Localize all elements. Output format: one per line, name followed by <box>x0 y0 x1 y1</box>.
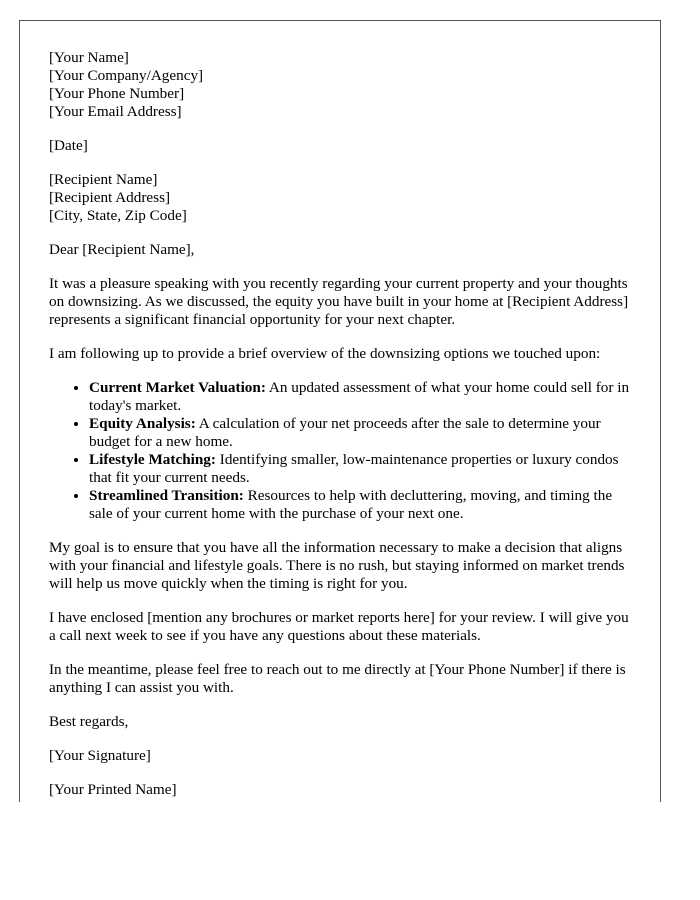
list-item <box>89 487 634 523</box>
option-text: An updated assessment of what your home could sell for in today's market. <box>89 379 630 414</box>
letter-body <box>49 49 634 815</box>
option-title: Streamlined Transition: <box>89 487 244 504</box>
recipient-name: [Recipient Name] <box>49 171 158 188</box>
signature: [Your Signature] <box>49 747 151 764</box>
paragraph-contact: In the meantime, please feel free to reach out to me directly at [Your Phone Number] if there is anything I can assist you with. <box>49 661 626 696</box>
list-item <box>89 379 634 415</box>
recipient-city-state-zip: [City, State, Zip Code] <box>49 207 187 224</box>
list-item <box>89 415 634 451</box>
sender-name: [Your Name] <box>49 49 129 66</box>
printed-name: [Your Printed Name] <box>49 781 177 798</box>
closing: Best regards, <box>49 713 129 730</box>
letter-page <box>19 20 661 802</box>
paragraph-enclosure: I have enclosed [mention any brochures or market reports here] for your review. I will give you a call next week to see if you have any questions about these materials. <box>49 609 629 644</box>
option-text: Identifying smaller, low-maintenance properties or luxury condos that fit your current needs. <box>89 451 619 486</box>
sender-company: [Your Company/Agency] <box>49 67 204 84</box>
option-title: Equity Analysis: <box>89 415 196 432</box>
salutation: Dear [Recipient Name], <box>49 241 195 258</box>
paragraph-overview: I am following up to provide a brief overview of the downsizing options we touched upon: <box>49 345 601 362</box>
list-item <box>89 451 634 487</box>
option-title: Lifestyle Matching: <box>89 451 216 468</box>
recipient-block <box>49 171 634 225</box>
options-list <box>49 379 634 523</box>
sender-block <box>49 49 634 121</box>
option-text: Resources to help with decluttering, moving, and timing the sale of your current home with the purchase of your next one. <box>89 487 613 522</box>
sender-phone: [Your Phone Number] <box>49 85 185 102</box>
option-text: A calculation of your net proceeds after the sale to determine your budget for a new home. <box>89 415 601 450</box>
sender-email: [Your Email Address] <box>49 103 182 120</box>
paragraph-goal: My goal is to ensure that you have all the information necessary to make a decision that aligns with your financial and lifestyle goals. There is no rush, but staying informed on market trends will help us move quickly when the timing is right for you. <box>49 539 625 592</box>
recipient-address: [Recipient Address] <box>49 189 171 206</box>
paragraph-intro: It was a pleasure speaking with you recently regarding your current property and your thoughts on downsizing. As we discussed, the equity you have built in your home at [Recipient Address] represents a significant financial opportunity for your next chapter. <box>49 275 629 328</box>
option-title: Current Market Valuation: <box>89 379 266 396</box>
letter-date: [Date] <box>49 137 88 154</box>
